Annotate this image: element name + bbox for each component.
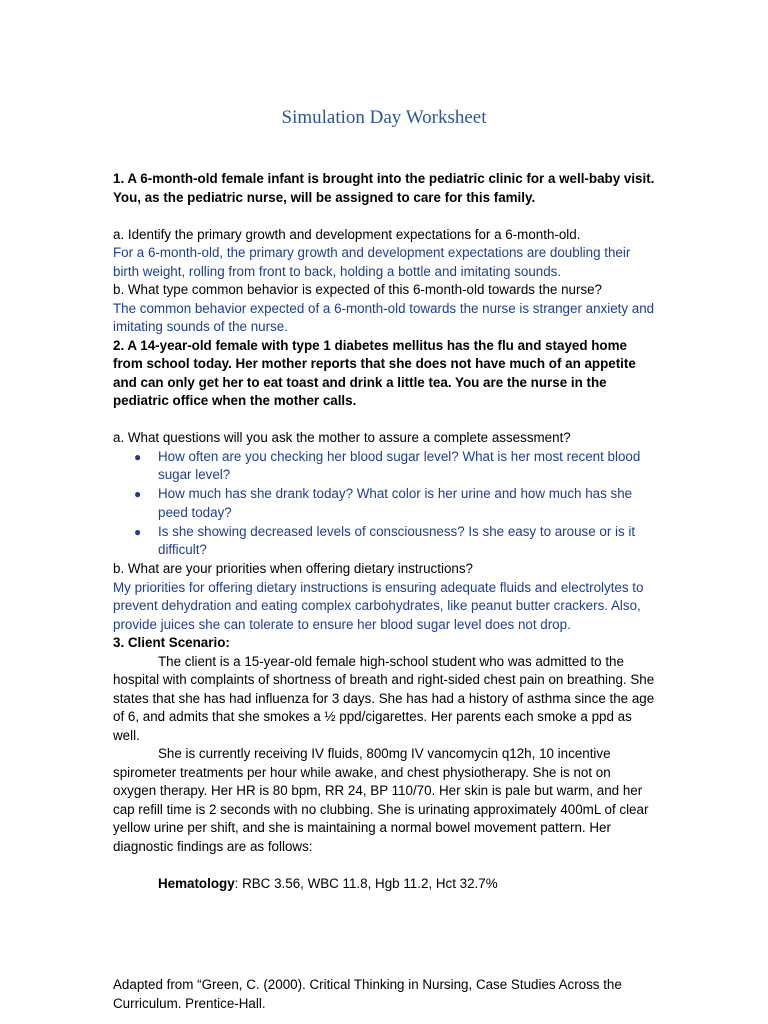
- answer-1b: The common behavior expected of a 6-month-old towards the nurse is stranger anxiety and imitating sounds of the nurse.: [113, 300, 655, 334]
- bullet-icon: ●: [134, 524, 142, 539]
- answer-1a: For a 6-month-old, the primary growth and development expectations are doubling their birth weight, rolling from front to back, holding a bottle and imitating sounds.: [113, 245, 631, 279]
- spacer: [113, 856, 655, 875]
- spacer: [113, 207, 655, 226]
- hematology-label: Hematology: [158, 875, 235, 891]
- list-item-text: How much has she drank today? What color is her urine and how much has she peed today?: [158, 486, 633, 520]
- list-item: [134, 485, 655, 522]
- scenario-paragraph-1: The client is a 15-year-old female high-school student who was admitted to the hospital with complaints of shortness of breath and right-sided chest pain on breathing. She states that she has had influenza for 3 days. She has had a history of asthma since the age of 6, and admits that she smokes a ½ ppd/cigarettes. Her parents each smoke a ppd as well.: [113, 653, 655, 743]
- hematology-line: [113, 875, 655, 894]
- list-item: [134, 523, 655, 560]
- question-2-prompt: 2. A 14-year-old female with type 1 diabetes mellitus has the flu and stayed home from school today. Her mother reports that she does not have much of an appetite and can only get her to eat toast and drink a little tea. You are the nurse in the pediatric office when the mother calls.: [113, 337, 636, 408]
- spacer: [113, 411, 655, 430]
- list-item: [134, 448, 655, 485]
- question-3-heading: 3. Client Scenario:: [113, 635, 230, 650]
- list-item-text: Is she showing decreased levels of consciousness? Is she easy to arouse or is it difficult?: [158, 523, 636, 557]
- answer-2a-list: [113, 448, 655, 560]
- answer-2b: My priorities for offering dietary instructions is ensuring adequate fluids and electrolytes to prevent dehydration and eating complex carbohydrates, like peanut butter crackers. Also, provide juices she can tolerate to ensure her blood sugar level does not drop.: [113, 579, 644, 632]
- question-1b: b. What type common behavior is expected of this 6-month-old towards the nurse?: [113, 282, 603, 297]
- bullet-icon: ●: [134, 449, 142, 464]
- footer-citation: Adapted from “Green, C. (2000). Critical Thinking in Nursing, Case Studies Across the Curriculum. Prentice-Hall.: [113, 977, 622, 1011]
- list-item-text: How often are you checking her blood sugar level? What is her most recent blood sugar level?: [158, 448, 641, 482]
- question-2a: a. What questions will you ask the mother to assure a complete assessment?: [113, 430, 571, 445]
- hematology-values: : RBC 3.56, WBC 11.8, Hgb 11.2, Hct 32.7%: [234, 875, 498, 891]
- question-1a: a. Identify the primary growth and development expectations for a 6-month-old.: [113, 226, 581, 242]
- scenario-paragraph-2: She is currently receiving IV fluids, 800mg IV vancomycin q12h, 10 incentive spirometer treatments per hour while awake, and chest physiotherapy. She is not on oxygen therapy. Her HR is 80 bpm, RR 24, BP 110/70. Her skin is pale but warm, and her cap refill time is 2 seconds with no clubbing. She is urinating approximately 400mL of clear yellow urine per shift, and she is maintaining a normal bowel movement pattern. Her diagnostic findings are as follows:: [113, 746, 649, 854]
- question-1-prompt: 1. A 6-month-old female infant is brought into the pediatric clinic for a well-baby visit. You, as the pediatric nurse, will be assigned to care for this family.: [113, 171, 655, 205]
- page-title: Simulation Day Worksheet: [281, 107, 487, 128]
- bullet-icon: ●: [134, 487, 142, 501]
- question-2b: b. What are your priorities when offering dietary instructions?: [113, 561, 473, 576]
